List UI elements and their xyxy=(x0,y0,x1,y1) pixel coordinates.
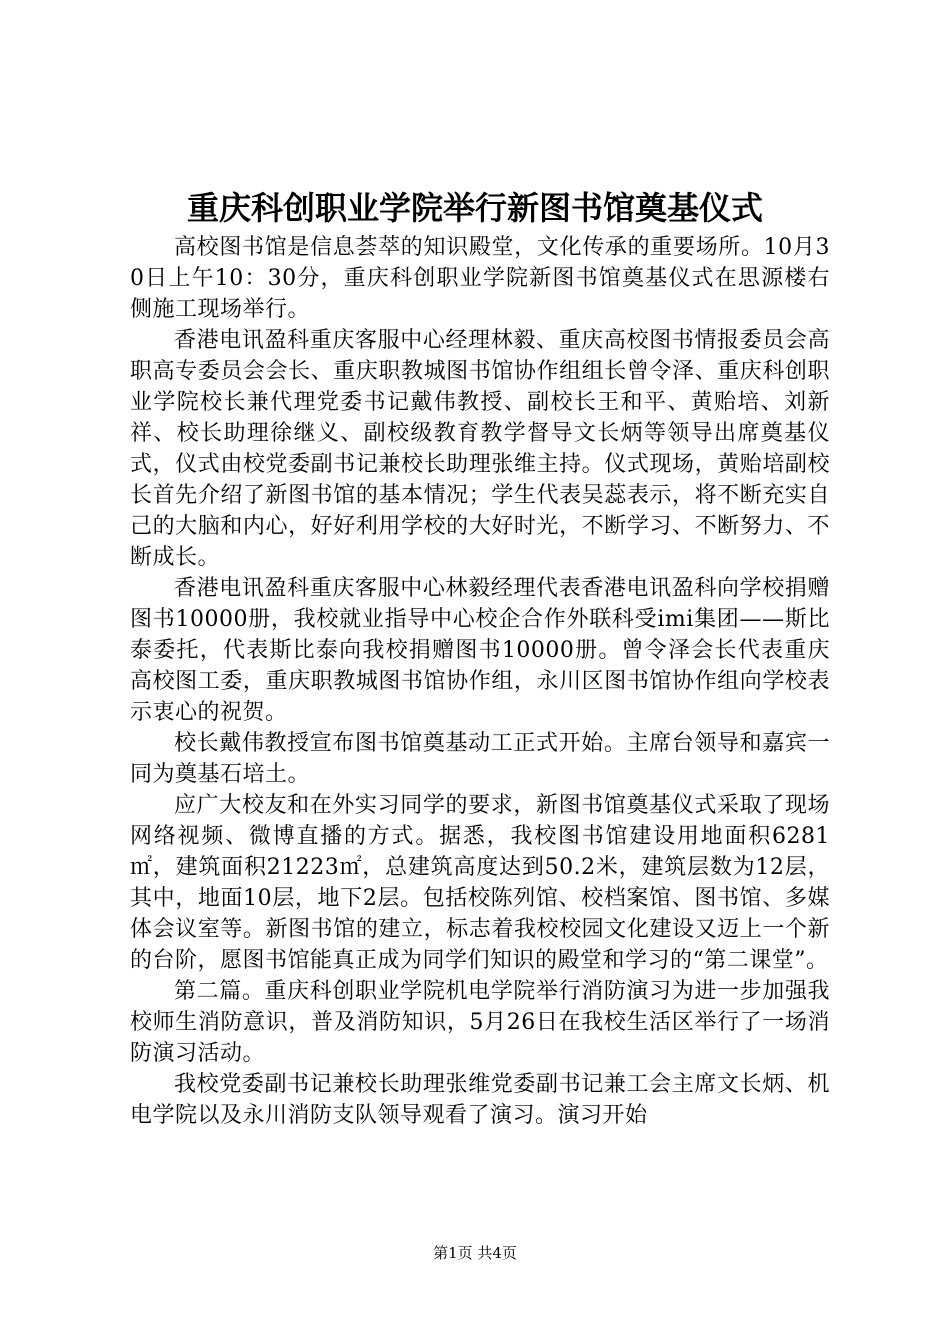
paragraph-3: 香港电讯盈科重庆客服中心林毅经理代表香港电讯盈科向学校捐赠图书10000册，我校就业指导中心校企合作外联科受imi集团——斯比泰委托，代表斯比泰向我校捐赠图书10000册。曾令泽会长代表重庆高校图工委，重庆职教城图书馆协作组，永川区图书馆协作组向学校表示衷心的祝贺。 xyxy=(130,576,830,725)
document-body xyxy=(130,232,830,1131)
page-number-footer: 第1页 共4页 xyxy=(433,1244,517,1262)
paragraph-4: 校长戴伟教授宣布图书馆奠基动工正式开始。主席台领导和嘉宾一同为奠基石培土。 xyxy=(130,731,830,787)
paragraph-7: 我校党委副书记兼校长助理张维党委副书记兼工会主席文长炳、机电学院以及永川消防支队领导观看了演习。演习开始 xyxy=(130,1072,830,1128)
document-title: 重庆科创职业学院举行新图书馆奠基仪式 xyxy=(186,189,763,227)
paragraph-6: 第二篇。重庆科创职业学院机电学院举行消防演习为进一步加强我校师生消防意识，普及消防知识，5月26日在我校生活区举行了一场消防演习活动。 xyxy=(130,979,830,1066)
paragraph-1: 高校图书馆是信息荟萃的知识殿堂，文化传承的重要场所。10月30日上午10：30分，重庆科创职业学院新图书馆奠基仪式在思源楼右侧施工现场举行。 xyxy=(130,235,830,322)
paragraph-2: 香港电讯盈科重庆客服中心经理林毅、重庆高校图书情报委员会高职高专委员会会长、重庆职教城图书馆协作组组长曾令泽、重庆科创职业学院校长兼代理党委书记戴伟教授、副校长王和平、黄贻培、刘新祥、校长助理徐继义、副校级教育教学督导文长炳等领导出席奠基仪式，仪式由校党委副书记兼校长助理张维主持。仪式现场，黄贻培副校长首先介绍了新图书馆的基本情况；学生代表吴蕊表示，将不断充实自己的大脑和内心，好好利用学校的大好时光，不断学习、不断努力、不断成长。 xyxy=(130,328,830,570)
paragraph-5: 应广大校友和在外实习同学的要求，新图书馆奠基仪式采取了现场网络视频、微博直播的方式。据悉，我校图书馆建设用地面积6281㎡，建筑面积21223㎡，总建筑高度达到50.2米，建筑层数为12层，其中，地面10层，地下2层。包括校陈列馆、校档案馆、图书馆、多媒体会议室等。新图书馆的建立，标志着我校校园文化建设又迈上一个新的台阶，愿图书馆能真正成为同学们知识的殿堂和学习的“第二课堂”。 xyxy=(130,793,830,973)
